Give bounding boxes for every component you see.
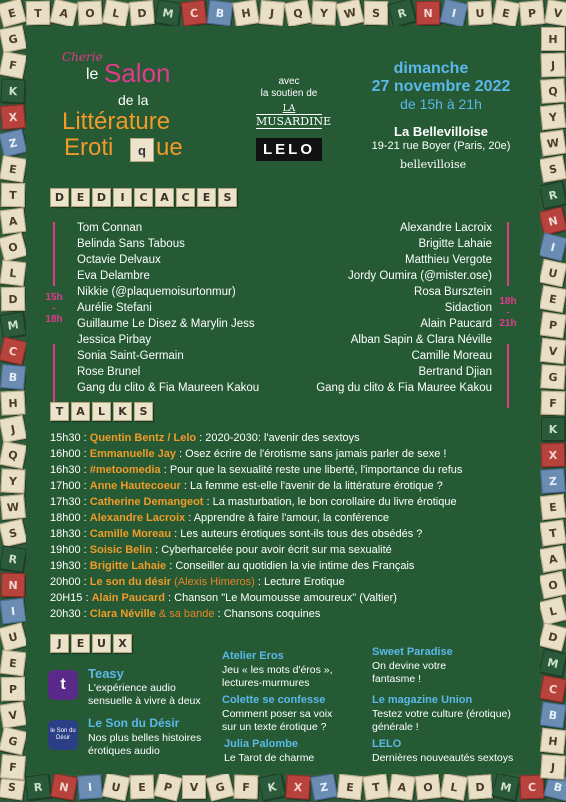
decorative-tile: M [0, 311, 27, 338]
talk-time: 17h30 : [50, 496, 87, 508]
decorative-tile: J [541, 53, 566, 78]
decorative-tile: C [181, 0, 208, 26]
atelier-desc: Jeu « les mots d'éros », lectures-murmures [222, 664, 333, 689]
decorative-tile: J [0, 415, 27, 443]
talk-row [50, 542, 462, 558]
talk-time: 16h00 : [50, 448, 87, 460]
talks-tile: S [134, 402, 153, 421]
decorative-tile: Q [284, 0, 312, 27]
julia-desc: Le Tarot de charme [224, 752, 315, 764]
talk-row [50, 606, 462, 622]
talk-rest: : Lecture Erotique [254, 576, 345, 588]
decorative-tile: W [336, 0, 365, 27]
author-right: Jordy Oumira (@mister.ose) [348, 270, 492, 282]
talk-name: #metoomedia [89, 464, 161, 476]
talk-rest: : 2020-2030: l'avenir des sextoys [196, 432, 360, 444]
talk-name: Clara Néville [89, 608, 156, 620]
teasy-title: Teasy [88, 666, 124, 681]
julia-title: Julia Palombe [224, 738, 298, 750]
talk-time: 20h30 : [50, 608, 87, 620]
talk-row [50, 558, 462, 574]
jeux-tile: E [71, 634, 90, 653]
decorative-tile: U [0, 622, 28, 651]
decorative-tile: V [544, 0, 566, 27]
decorative-tile: K [258, 773, 286, 801]
author-left: Nikkie (@plaquemoisurtonmur) [77, 286, 236, 298]
talk-name: Soisic Belin [89, 544, 153, 556]
jeux-tile: J [50, 634, 69, 653]
talk-name: Camille Moreau [89, 528, 172, 540]
decorative-tile: Y [540, 104, 566, 130]
decorative-tile: S [0, 773, 26, 800]
bellevilloise-logo: bellevilloise [400, 158, 467, 171]
decorative-tile: C [539, 675, 566, 703]
talk-time: 18h00 : [50, 512, 87, 524]
decorative-tile: C [520, 775, 545, 800]
sweet-desc: On devine votre fantasme ! [372, 660, 447, 685]
decorative-tile: X [285, 774, 311, 800]
title-salon: Salon [104, 58, 171, 88]
author-left: Sonia Saint-Germain [77, 350, 184, 362]
decorative-tile: N [538, 206, 566, 235]
dedicaces-right-list [286, 220, 492, 396]
author-left: Octavie Delvaux [77, 254, 161, 266]
talk-row [50, 574, 462, 590]
talk-name: Anne Hautecoeur [89, 480, 181, 492]
talk-name: Le son du désir [89, 576, 172, 588]
talk-rest: : Pour que la sexualité reste une liberté, l'importance du refus [160, 464, 463, 476]
decorative-tile: A [539, 545, 566, 573]
decorative-tile: S [364, 1, 388, 25]
author-left: Guillaume Le Disez & Marylin Jess [77, 318, 255, 330]
jeux-tile: X [113, 634, 132, 653]
sponsor-avec: avec [278, 76, 300, 87]
dedicaces-tile: A [155, 188, 174, 207]
decorative-tile: W [0, 494, 26, 520]
author-left: Belinda Sans Tabous [77, 238, 185, 250]
decorative-tile: N [50, 773, 78, 801]
decorative-tile: D [1, 287, 25, 311]
decorative-tile: F [234, 775, 259, 800]
author-right: Alban Sapin & Clara Néville [350, 334, 492, 346]
dedicaces-tile: D [50, 188, 69, 207]
decorative-tile: B [543, 772, 566, 801]
decorative-tile: N [416, 1, 440, 25]
title-le: le [86, 66, 99, 83]
talk-row [50, 590, 462, 606]
decorative-tile: Z [0, 129, 27, 158]
talk-time: 20h00 : [50, 576, 87, 588]
talk-rest: : La masturbation, le bon corollaire du livre érotique [203, 496, 457, 508]
author-left: Tom Connan [77, 222, 143, 234]
decorative-tile: O [0, 232, 28, 261]
decorative-tile: I [538, 232, 566, 261]
decorative-tile: E [0, 650, 26, 677]
talk-rest: : Chanson "Le Moumousse amoureux" (Valtier) [164, 592, 397, 604]
decorative-tile: N [1, 573, 25, 597]
talk-time: 19h00 : [50, 544, 87, 556]
talk-row [50, 478, 462, 494]
decorative-tile: A [388, 773, 415, 800]
decorative-tile: S [539, 155, 566, 183]
talk-name: Alexandre Lacroix [89, 512, 186, 524]
decorative-tile: U [102, 773, 130, 801]
talk-row [50, 510, 462, 526]
union-desc: Testez votre culture (érotique) générale ! [372, 708, 511, 733]
decorative-tile: B [207, 0, 234, 26]
talk-row [50, 446, 462, 462]
atelier-title: Atelier Eros [222, 650, 284, 662]
author-left: Gang du clito & Fia Maureen Kakou [77, 382, 260, 394]
decorative-tile: A [0, 208, 26, 235]
talk-rest: : Cyberharcelée pour avoir écrit sur ma sexualité [152, 544, 392, 556]
decorative-tile: P [539, 311, 566, 338]
decorative-tile: P [153, 772, 182, 801]
decorative-tile: E [130, 775, 155, 800]
dedicaces-tile: C [176, 188, 195, 207]
talk-name: Brigitte Lahaie [89, 560, 167, 572]
title-q-tile: q [130, 138, 154, 162]
decorative-tile: X [541, 443, 566, 468]
decorative-tile: E [0, 0, 27, 28]
talk-row [50, 526, 462, 542]
talk-extra: (Alexis Himeros) [171, 576, 255, 588]
decorative-tile: K [0, 78, 25, 103]
talks-tile: K [113, 402, 132, 421]
talk-rest: : Chansons coquines [214, 608, 321, 620]
talk-rest: : La femme est-elle l'avenir de la littérature érotique ? [180, 480, 443, 492]
talk-row [50, 462, 462, 478]
decorative-tile: H [541, 27, 565, 51]
decorative-tile: M [539, 649, 566, 677]
talks-tile: A [71, 402, 90, 421]
dedicaces-tile: D [92, 188, 111, 207]
decorative-tile: O [415, 774, 441, 800]
decorative-tile: U [539, 259, 566, 287]
talk-rest: : Les auteurs érotiques sont-ils tous des obsédés ? [171, 528, 423, 540]
teasy-desc: L'expérience audio sensuelle à vivre à deux [88, 682, 201, 707]
talk-time: 20H15 : [50, 592, 89, 604]
decorative-tile: E [540, 494, 566, 520]
sweet-title: Sweet Paradise [372, 646, 453, 658]
jeux-heading [50, 634, 132, 653]
decorative-tile: F [0, 754, 26, 780]
decorative-tile: V [540, 338, 566, 364]
decorative-tile: T [539, 519, 566, 546]
decorative-tile: O [539, 571, 566, 599]
decorative-tile: U [467, 0, 492, 25]
author-right: Camille Moreau [411, 350, 492, 362]
union-title: Le magazine Union [372, 694, 473, 706]
author-right: Sidaction [444, 302, 492, 314]
author-right: Brigitte Lahaie [418, 238, 492, 250]
decorative-tile: E [0, 155, 27, 182]
event-day: dimanche [393, 60, 469, 77]
decorative-tile: E [337, 774, 363, 800]
decorative-tile: Y [311, 0, 336, 25]
decorative-tile: D [538, 622, 566, 651]
decorative-tile: G [0, 727, 27, 756]
decorative-tile: D [129, 0, 155, 26]
decorative-tile: L [102, 0, 130, 27]
dedicaces-tile: S [218, 188, 237, 207]
decorative-tile: J [540, 754, 566, 780]
dedicaces-tile: C [134, 188, 153, 207]
decorative-tile: Q [0, 441, 27, 469]
talks-tile: T [50, 402, 69, 421]
decorative-tile: X [0, 104, 26, 130]
decorative-tile: A [50, 0, 79, 27]
talk-name: Quentin Bentz / Lelo [89, 432, 197, 444]
decorative-tile: E [492, 0, 520, 27]
decorative-tile: O [77, 0, 102, 25]
decorative-tile: G [0, 25, 27, 53]
decorative-tile: K [541, 417, 565, 441]
colette-desc: Comment poser sa voix sur un texte érotique ? [222, 708, 333, 733]
decorative-tile: G [205, 772, 234, 801]
talks-heading [50, 402, 153, 421]
dedicaces-tile: I [113, 188, 132, 207]
decorative-tile: W [539, 129, 566, 156]
author-right: Gang du clito & Fia Mauree Kakou [316, 382, 492, 394]
venue-address: 19-21 rue Boyer (Paris, 20e) [371, 140, 511, 152]
decorative-tile: R [0, 545, 27, 572]
decorative-tile: V [0, 701, 27, 728]
colette-title: Colette se confesse [222, 694, 326, 706]
lelo-game-desc: Dernières nouveautés sextoys [372, 752, 514, 764]
decorative-tile: Z [540, 468, 566, 494]
decorative-tile: Z [310, 773, 338, 801]
decorative-tile: F [541, 391, 566, 416]
decorative-tile: C [0, 337, 27, 366]
dedicaces-tile: E [197, 188, 216, 207]
decorative-tile: L [0, 260, 26, 287]
talk-rest: : Apprendre à faire l'amour, la conférence [185, 512, 390, 524]
decorative-tile: E [539, 285, 566, 313]
decorative-tile: Y [0, 468, 25, 493]
decorative-tile: L [440, 773, 468, 801]
time-line-left-bottom [53, 344, 55, 408]
jeux-tile: U [92, 634, 111, 653]
talk-time: 16h30 : [50, 464, 87, 476]
decorative-tile: L [538, 596, 566, 625]
decorative-tile: R [539, 181, 566, 209]
dedicaces-heading [50, 188, 237, 207]
decorative-tile: M [154, 0, 181, 27]
decorative-tile: D [467, 774, 493, 800]
decorative-tile: I [440, 0, 469, 27]
decorative-tile: M [492, 773, 520, 801]
title-litterature: Littérature [62, 108, 171, 135]
decorative-tile: G [540, 364, 566, 390]
time-line-left-top [53, 222, 55, 286]
talks-list [50, 430, 462, 622]
decorative-tile: B [539, 701, 566, 728]
dedicaces-tile: E [71, 188, 90, 207]
time-line-right-top [507, 222, 509, 286]
decorative-tile: R [25, 774, 51, 800]
title-dela: de la [118, 92, 149, 108]
talk-name: Emmanuelle Jay [89, 448, 176, 460]
author-left: Jessica Pirbay [77, 334, 152, 346]
talk-extra: & sa bande [155, 608, 215, 620]
lelo-game-title: LELO [372, 738, 402, 750]
decorative-tile: P [519, 0, 545, 26]
dedicaces-left-list [77, 220, 259, 396]
author-left: Aurélie Stefani [77, 302, 152, 314]
talk-rest: : Osez écrire de l'érotisme sans jamais parler de sexe ! [175, 448, 447, 460]
decorative-tile: I [0, 598, 26, 625]
time-marker-right: 18h - 21h [499, 296, 517, 329]
talk-time: 15h30 : [50, 432, 87, 444]
talk-row [50, 430, 462, 446]
decorative-tile: F [0, 51, 27, 79]
decorative-tile: T [362, 773, 389, 800]
musardine-logo: LA MUSARDINE [256, 104, 332, 128]
teasy-icon: t [48, 670, 78, 700]
decorative-tile: P [1, 677, 25, 701]
talk-time: 18h30 : [50, 528, 87, 540]
decorative-tile: T [1, 183, 25, 207]
son-du-desir-icon: le Son du Désir [48, 720, 78, 750]
talk-rest: : Conseiller au quotidien la vie intime des Français [166, 560, 415, 572]
time-marker-left: 15h - 18h [45, 292, 63, 325]
time-line-right-bottom [507, 344, 509, 408]
talk-name: Alain Paucard [91, 592, 165, 604]
decorative-tile: H [540, 728, 566, 754]
decorative-tile: I [77, 774, 103, 800]
decorative-tile: V [182, 775, 206, 799]
author-right: Rosa Bursztein [414, 286, 492, 298]
event-date: 27 novembre 2022 [371, 78, 511, 95]
decorative-tile: H [232, 0, 259, 27]
event-hours: de 15h à 21h [400, 96, 482, 112]
decorative-tile: T [26, 1, 50, 25]
title-ue: ue [156, 134, 183, 161]
decorative-tile: S [0, 519, 27, 548]
son-desc: Nos plus belles histoires érotiques audio [88, 732, 202, 757]
author-right: Alain Paucard [420, 318, 492, 330]
author-right: Alexandre Lacroix [399, 222, 492, 234]
author-right: Matthieu Vergote [405, 254, 492, 266]
lelo-logo: LELO [256, 138, 322, 161]
tagline: Cherie [62, 50, 103, 64]
decorative-tile: J [259, 0, 285, 26]
talk-row [50, 494, 462, 510]
sponsor-soutien: la soutien de [260, 88, 318, 99]
author-right: Bertrand Djian [418, 366, 492, 378]
decorative-tile: Q [540, 78, 566, 104]
author-left: Eva Delambre [77, 270, 150, 282]
decorative-tile: B [0, 364, 26, 390]
decorative-tile: H [0, 390, 25, 415]
talk-name: Catherine Demangeot [89, 496, 204, 508]
talks-tile: L [92, 402, 111, 421]
decorative-tile: R [387, 0, 416, 28]
title-eroti: Eroti [64, 134, 114, 161]
talk-time: 17h00 : [50, 480, 87, 492]
venue-name: La Bellevilloise [394, 124, 488, 139]
poster-board [26, 26, 540, 774]
talk-time: 19h30 : [50, 560, 87, 572]
author-left: Rose Brunel [77, 366, 141, 378]
son-title: Le Son du Désir [88, 716, 180, 730]
